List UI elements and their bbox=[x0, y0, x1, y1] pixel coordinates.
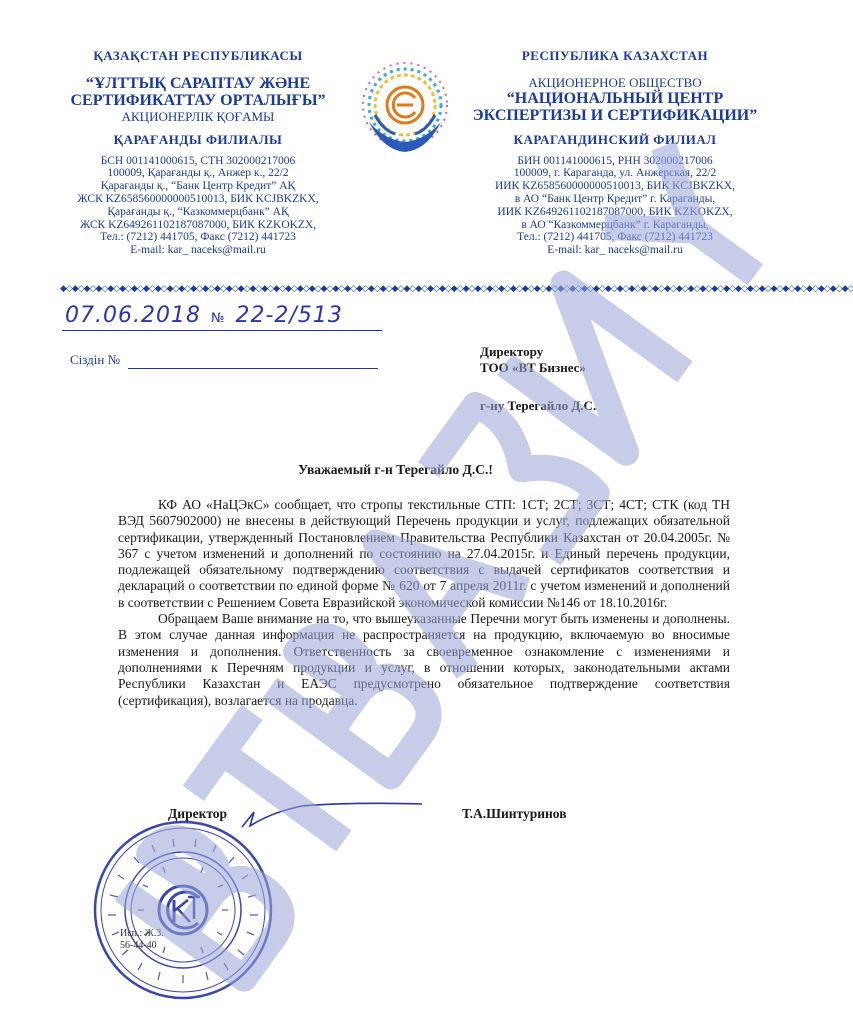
header-left-line: Тел.: (7212) 441705, Факс (7212) 441723 bbox=[100, 231, 296, 244]
header-left-line: Қарағанды қ., “Казкоммерцбанк” АҚ bbox=[107, 205, 289, 218]
header-right-line: ИИК KZ658560000000510013, БИК KCJBKZKX, bbox=[494, 180, 736, 193]
header-left-line: 100009, Қарағанды қ., Анжер к., 22/2 bbox=[107, 167, 289, 180]
header-left bbox=[48, 50, 348, 257]
header-right-line: 100009, г. Караганда, ул. Анжерская, 22/2 bbox=[513, 167, 717, 180]
header-left-line: ЖСК KZ658560000000510013, БИК KCJBKZKX, bbox=[77, 192, 319, 205]
header-left-line: ЖСК KZ649261102187087000, БИК KZKOKZX, bbox=[79, 218, 317, 231]
body-paragraph-2: Обращаем Ваше внимание на то, что вышеуказанные Перечни могут быть изменены и дополнены. В этом случае данная информация не распространяется на продукцию, включаемую во вносимые изменения и дополнения. Ответственность за своевременное ознакомление с изменениями и дополнениями к Перечням продукции и услуг, в отношении которых, законодательными актами Республики Казахстан и ЕАЭС предусмотрено обязательное подтверждение соответствия (сертификация), возлагается на продавца. bbox=[118, 611, 730, 708]
header-right-org-type: АКЦИОНЕРНОЕ ОБЩЕСТВО bbox=[528, 74, 702, 90]
header-left-org-line1: “ҰЛТТЫҚ САРАПТАУ ЖӘНЕ bbox=[85, 74, 311, 92]
outgoing-date: 07.06.2018 bbox=[65, 303, 201, 328]
addressee-line2: ТОО «ВТ Бизнес» bbox=[480, 360, 586, 375]
header-right-line: Тел.: (7212) 441705, Факс (7212) 441723 bbox=[517, 231, 713, 244]
executor-note bbox=[120, 928, 164, 952]
header-right-country: РЕСПУБЛИКА КАЗАХСТАН bbox=[521, 48, 709, 63]
your-number-underline bbox=[128, 368, 378, 369]
header-left-country: ҚАЗАҚСТАН РЕСПУБЛИКАСЫ bbox=[93, 48, 303, 63]
body-paragraph-1: КФ АО «НаЦЭкС» сообщает, что стропы текстильные СТП: 1СТ; 2СТ; 3СТ; 4СТ; СТК (код ТН ВЭД 5607902000) не внесены в действующий Перечень продукции и услуг, подлежащих обязательной сертификации, утвержденный Постановлением Правительства Республики Казахстан от 20.04.2005г. № 367 с учетом изменений и дополнений по состоянию на 27.04.2015г. и Единый перечень продукции, подлежащей обязательному подтверждению соответствия с выдачей сертификатов соответствия и деклараций о соответствии по единой форме № 620 от 7 апреля 2011г. с учетом изменений и дополнений в соответствии с Решением Совета Евразийской экономической комиссии №146 от 18.10.2016г. bbox=[118, 497, 730, 610]
header-right-org-line1: “НАЦИОНАЛЬНЫЙ ЦЕНТР bbox=[506, 89, 724, 107]
executor-phone: 56-44-40 bbox=[120, 940, 157, 951]
header-right-line: в АО “Казкоммерцбанк” г. Караганды, bbox=[521, 218, 709, 231]
header-right-line: БИН 001141000615, РНН 302000217006 bbox=[517, 154, 713, 167]
header-right-line: ИИК KZ649261102187087000, БИК KZKOKZX, bbox=[497, 205, 733, 218]
header-right-line: E-mail: kar_ naceks@mail.ru bbox=[547, 244, 683, 257]
addressee-line3: г-ну Терегайло Д.С. bbox=[480, 398, 597, 413]
header-left-line: БСН 001141000615, СТН 302000217006 bbox=[100, 154, 296, 167]
letter-body bbox=[118, 497, 730, 709]
official-seal-icon bbox=[88, 815, 278, 1005]
header-right-org-line2: ЭКСПЕРТИЗЫ И СЕРТИФИКАЦИИ” bbox=[472, 106, 758, 124]
signatory-title: Директор bbox=[168, 806, 228, 821]
addressee-line1: Директору bbox=[480, 344, 544, 359]
header-left-branch: ҚАРАҒАНДЫ ФИЛИАЛЫ bbox=[113, 131, 283, 147]
header-left-line: E-mail: kar_ naceks@mail.ru bbox=[130, 244, 266, 257]
header-right bbox=[455, 50, 775, 257]
signatory-name: Т.А.Шинтуринов bbox=[462, 806, 567, 821]
executor-initials: Исп.: Ж.З. bbox=[120, 928, 164, 939]
header-left-org-line2: СЕРТИФИКАТТАУ ОРТАЛЫҒЫ” bbox=[70, 91, 326, 109]
outgoing-number-label: № bbox=[210, 311, 226, 326]
header-right-line: в АО “Банк Центр Кредит” г. Караганды, bbox=[514, 192, 716, 205]
header-right-branch: КАРАГАНДИНСКИЙ ФИЛИАЛ bbox=[513, 131, 717, 147]
salutation: Уважаемый г-н Терегайло Д.С.! bbox=[298, 462, 493, 477]
your-number-label: Сіздін № bbox=[70, 352, 121, 367]
header-left-org-type: АКЦИОНЕРЛІК ҚОҒАМЫ bbox=[121, 108, 275, 124]
outgoing-underline bbox=[62, 330, 382, 331]
outgoing-reference bbox=[65, 303, 343, 328]
ornament-divider: ◆◇◆◇◆◇◆◇◆◇◆◇◆◇◆◇◆◇◆◇◆◇◆◇◆◇◆◇◆◇◆◇◆◇◆◇◆◇◆◇◆◇◆◇◆◇◆◇◆◇◆◇◆◇◆◇◆◇◆◇◆◇◆◇◆◇◆◇◆◇◆◇◆◇◆◇◆◇◆◇◆◇◆◇◆◇◆◇◆◇◆◇◆◇◆◇◆◇◆◇◆◇◆◇◆◇◆◇◆◇◆◇◆◇◆◇◆◇◆◇◆◇◆◇◆◇◆◇◆◇◆◇◆◇ bbox=[60, 283, 853, 293]
company-logo-icon bbox=[355, 60, 455, 160]
header-left-line: Қарағанды қ., “Банк Центр Кредит” АҚ bbox=[100, 180, 296, 193]
addressee bbox=[480, 344, 596, 414]
outgoing-number: 22-2/513 bbox=[235, 303, 343, 328]
